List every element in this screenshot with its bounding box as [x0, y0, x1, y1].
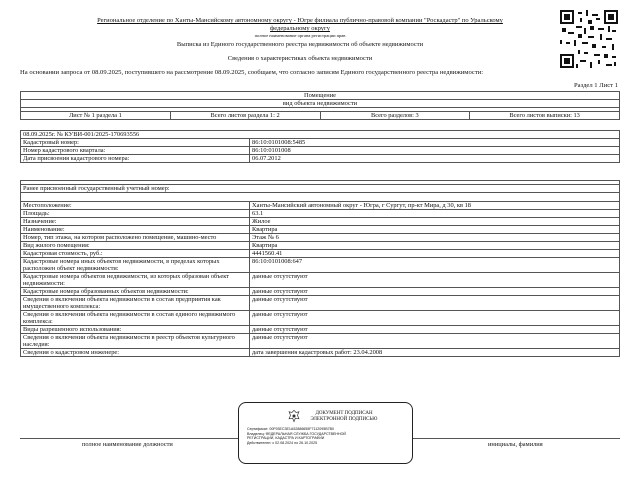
detail-row: [21, 226, 620, 234]
detail-value: Квартира: [250, 242, 620, 250]
position-line: [20, 438, 240, 439]
detail-label: Сведения о включении объекта недвижимости в реестр объектов культурного наследия:: [21, 334, 250, 349]
detail-label: Площадь:: [21, 210, 250, 218]
detail-row: [21, 202, 620, 210]
detail-label: Сведения о включении объекта недвижимости в состав предприятия как имущественного комплекса:: [21, 296, 250, 311]
detail-value: Жилое: [250, 218, 620, 226]
detail-value: 4441560.41: [250, 250, 620, 258]
detail-label: Сведения о включении объекта недвижимости в состав единого недвижимого комплекса:: [21, 311, 250, 326]
document-title: Выписка из Единого государственного реестра недвижимости об объекте недвижимости: [176, 41, 424, 48]
detail-label: Номер, тип этажа, на котором расположено помещение, машино-место: [21, 234, 250, 242]
detail-value: Квартира: [250, 226, 620, 234]
detail-row: [21, 296, 620, 311]
cadastral-table: [20, 130, 620, 163]
object-type: Помещение: [21, 92, 620, 100]
object-type-caption: вид объекта недвижимости: [21, 100, 620, 108]
cadastral-row: [21, 147, 620, 155]
extract-sheets-total: Всего листов выписки: 13: [470, 112, 620, 120]
stamp-details: [247, 427, 407, 445]
detail-value: Этаж № 6: [250, 234, 620, 242]
authority-caption: полное наименование органа регистрации прав: [254, 33, 346, 38]
section-label: Раздел 1 Лист 1: [574, 82, 618, 89]
detail-row: [21, 273, 620, 288]
detail-label: Кадастровые номера образованных объектов недвижимости:: [21, 288, 250, 296]
document-subtitle: Сведения о характеристиках объекта недвижимости: [227, 55, 373, 62]
authority-name-cont: федеральному округу: [270, 25, 330, 32]
cadastral-row: [21, 155, 620, 163]
stamp-title: ДОКУМЕНТ ПОДПИСАН ЭЛЕКТРОННОЙ ПОДПИСЬЮ: [310, 411, 378, 422]
extract-number: 08.09.2025г. № КУВИ-001/2025-170693556: [21, 131, 620, 139]
detail-row: [21, 334, 620, 349]
detail-value: данные отсутствуют: [250, 311, 620, 326]
request-text: На основании запроса от 08.09.2025, поступившего на рассмотрение 08.09.2025, сообщаем, что согласно записям Единого государственного реестра недвижимости:: [20, 69, 484, 76]
name-caption: инициалы, фамилия: [488, 441, 543, 448]
cadastral-row: [21, 139, 620, 147]
detail-row: [21, 258, 620, 273]
detail-row: [21, 288, 620, 296]
detail-value: Ханты-Мансийский автономный округ - Югра, г Сургут, пр-кт Мира, д 30, кв 18: [250, 202, 620, 210]
cadastral-value: 06.07.2012: [250, 155, 620, 163]
object-type-table: [20, 91, 620, 120]
detail-label: Кадастровые номера иных объектов недвижимости, в пределах которых расположен объект недвижимости:: [21, 258, 250, 273]
detail-value: 86:10:0101008:647: [250, 258, 620, 273]
authority-name: Региональное отделение по Ханты-Мансийскому автономному округу - Югре филиала публично-правовой компании "Роскадастр" по Уральскому: [97, 17, 503, 24]
detail-label: Кадастровая стоимость, руб.:: [21, 250, 250, 258]
cadastral-value: 86:10:0101008: [250, 147, 620, 155]
detail-label: Назначение:: [21, 218, 250, 226]
owner-line-cont: РЕГИСТРАЦИИ, КАДАСТРА И КАРТОГРАФИИ: [247, 436, 325, 441]
cadastral-label: Номер кадастрового квартала:: [21, 147, 250, 155]
detail-value: данные отсутствуют: [250, 288, 620, 296]
cadastral-value: 86:10:0101008:5485: [250, 139, 620, 147]
owner-line: Владелец: ФЕДЕРАЛЬНАЯ СЛУЖБА ГОСУДАРСТВЕННОЙ: [247, 431, 346, 436]
certificate-line: Сертификат: 00F93EC3E1A52886655F7112095B7B0: [247, 427, 335, 431]
detail-label: Виды разрешенного использования:: [21, 326, 250, 334]
detail-row: [21, 234, 620, 242]
detail-row: [21, 311, 620, 326]
detail-label: Вид жилого помещения:: [21, 242, 250, 250]
validity-line: Действителен: с 02.08.2024 по 26.10.2025: [247, 440, 318, 445]
detail-value: данные отсутствуют: [250, 334, 620, 349]
cadastral-label: Дата присвоения кадастрового номера:: [21, 155, 250, 163]
e-signature-stamp: [238, 402, 413, 464]
sections-total: Всего разделов: 3: [320, 112, 470, 120]
prev-number-label: Ранее присвоенный государственный учетный номер:: [21, 185, 620, 193]
detail-value: данные отсутствуют: [250, 326, 620, 334]
qr-code: [560, 10, 618, 68]
detail-label: Сведения о кадастровом инженере:: [21, 349, 250, 357]
sheet-number: Лист № 1 раздела 1: [21, 112, 171, 120]
detail-value: данные отсутствуют: [250, 273, 620, 288]
position-caption: полное наименование должности: [82, 441, 173, 448]
details-table: [20, 180, 620, 357]
sheets-in-section: Всего листов раздела 1: 2: [170, 112, 320, 120]
detail-label: Кадастровые номера объектов недвижимости, из которых образован объект недвижимости:: [21, 273, 250, 288]
detail-row: [21, 349, 620, 357]
name-line: [412, 438, 620, 439]
detail-label: Местоположение:: [21, 202, 250, 210]
detail-label: Наименование:: [21, 226, 250, 234]
detail-row: [21, 326, 620, 334]
detail-row: [21, 218, 620, 226]
detail-value: данные отсутствуют: [250, 296, 620, 311]
detail-row: [21, 210, 620, 218]
detail-value: дата завершения кадастровых работ: 23.04.2008: [250, 349, 620, 357]
cadastral-label: Кадастровый номер:: [21, 139, 250, 147]
detail-value: 63.1: [250, 210, 620, 218]
detail-row: [21, 250, 620, 258]
detail-row: [21, 242, 620, 250]
